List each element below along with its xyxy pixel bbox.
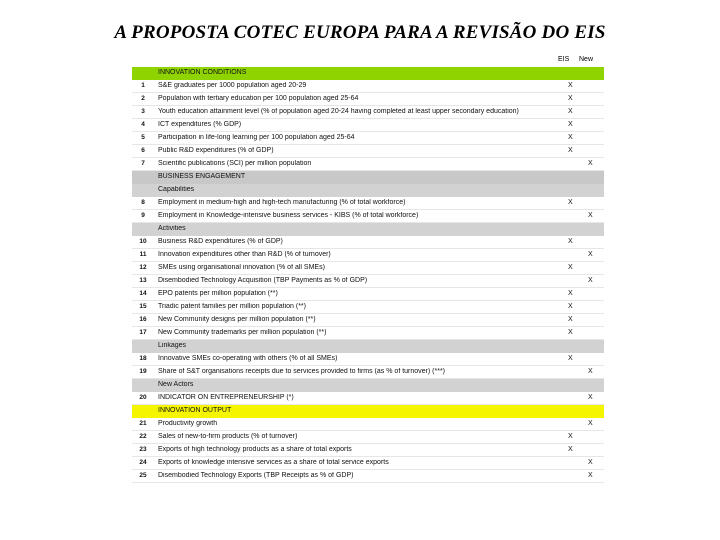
section-header (132, 171, 604, 184)
subsection-label: New Actors (158, 381, 194, 388)
indicator-number: 14 (139, 290, 147, 297)
new-mark: X (588, 394, 593, 401)
indicator-number: 3 (141, 108, 145, 115)
indicator-label: Innovative SMEs co-operating with others (% of all SMEs) (158, 355, 338, 362)
new-mark: X (588, 420, 593, 427)
indicator-number: 5 (141, 134, 145, 141)
indicator-label: Employment in Knowledge-intensive business services - KIBS (% of total workforce) (158, 212, 419, 219)
indicator-number: 7 (141, 160, 145, 167)
indicator-number: 20 (139, 394, 147, 401)
table-row (132, 275, 604, 288)
indicator-label: ICT expenditures (% GDP) (158, 121, 242, 128)
eis-mark: X (568, 329, 573, 336)
indicator-number: 22 (139, 433, 147, 440)
section-label: INNOVATION OUTPUT (158, 407, 232, 414)
table-row (132, 457, 604, 470)
table-row (132, 158, 604, 171)
eis-mark: X (568, 316, 573, 323)
indicator-number: 8 (141, 199, 145, 206)
table-header (132, 53, 604, 67)
subsection-label: Linkages (158, 342, 187, 349)
indicator-number: 2 (141, 95, 145, 102)
new-mark: X (588, 212, 593, 219)
indicator-number: 17 (139, 329, 147, 336)
indicator-number: 13 (139, 277, 147, 284)
subsection-label: Capabilities (158, 186, 195, 193)
eis-mark: X (568, 121, 573, 128)
table-row (132, 106, 604, 119)
table-row (132, 236, 604, 249)
table-row (132, 262, 604, 275)
indicator-label: Productivity growth (158, 420, 218, 427)
eis-mark: X (568, 199, 573, 206)
indicator-label: Youth education attainment level (% of population aged 20-24 having completed at least upper secondary education) (158, 108, 519, 115)
indicator-number: 25 (139, 472, 147, 479)
indicator-label: S&E graduates per 1000 population aged 20-29 (158, 82, 307, 89)
indicator-number: 10 (139, 238, 147, 245)
table-row (132, 431, 604, 444)
eis-mark: X (568, 108, 573, 115)
indicator-number: 23 (139, 446, 147, 453)
new-mark: X (588, 160, 593, 167)
indicator-number: 18 (139, 355, 147, 362)
section-header (132, 405, 604, 418)
indicator-label: Public R&D expenditures (% of GDP) (158, 147, 274, 154)
table-row (132, 353, 604, 366)
subsection-header (132, 340, 604, 353)
table-body (132, 67, 604, 483)
table-row (132, 80, 604, 93)
table-row (132, 301, 604, 314)
eis-mark: X (568, 238, 573, 245)
table-row (132, 366, 604, 379)
eis-mark: X (568, 303, 573, 310)
indicator-number: 24 (139, 459, 147, 466)
indicator-number: 6 (141, 147, 145, 154)
table-row (132, 470, 604, 483)
indicator-label: Participation in life-long learning per 100 population aged 25-64 (158, 134, 355, 141)
eis-mark: X (568, 95, 573, 102)
indicator-label: Innovation expenditures other than R&D (% of turnover) (158, 251, 331, 258)
indicator-label: Exports of high technology products as a share of total exports (158, 446, 352, 453)
table-row (132, 288, 604, 301)
indicator-label: Disembodied Technology Acquisition (TBP Payments as % of GDP) (158, 277, 368, 284)
indicator-number: 21 (139, 420, 147, 427)
table-row (132, 327, 604, 340)
eis-mark: X (568, 446, 573, 453)
indicator-label: New Community designs per million population (**) (158, 316, 316, 323)
table-row (132, 210, 604, 223)
indicator-label: Share of S&T organisations receipts due to services provided to firms (as % of turnover) (***) (158, 368, 445, 375)
indicator-number: 12 (139, 264, 147, 271)
indicator-label: Triadic patent families per million population (**) (158, 303, 306, 310)
indicator-label: New Community trademarks per million population (**) (158, 329, 327, 336)
subsection-header (132, 184, 604, 197)
table-row (132, 197, 604, 210)
indicator-number: 19 (139, 368, 147, 375)
section-label: BUSINESS ENGAGEMENT (158, 173, 246, 180)
eis-mark: X (568, 147, 573, 154)
indicator-label: Business R&D expenditures (% of GDP) (158, 238, 283, 245)
eis-mark: X (568, 134, 573, 141)
eis-mark: X (568, 433, 573, 440)
indicator-label: Scientific publications (SCI) per million population (158, 160, 312, 167)
table-row (132, 418, 604, 431)
table-row (132, 119, 604, 132)
subsection-header (132, 223, 604, 236)
section-label: INNOVATION CONDITIONS (158, 69, 247, 76)
eis-mark: X (568, 264, 573, 271)
indicator-label: Disembodied Technology Exports (TBP Receipts as % of GDP) (158, 472, 354, 479)
table-row (132, 93, 604, 106)
table-row (132, 444, 604, 457)
indicator-number: 11 (139, 251, 147, 258)
table-row (132, 145, 604, 158)
indicator-number: 1 (141, 82, 145, 89)
indicator-number: 16 (139, 316, 147, 323)
column-header-eis: EIS (558, 56, 570, 63)
table-row (132, 392, 604, 405)
eis-mark: X (568, 290, 573, 297)
section-header (132, 67, 604, 80)
new-mark: X (588, 368, 593, 375)
table-row (132, 249, 604, 262)
table-row (132, 314, 604, 327)
indicator-table (132, 53, 604, 483)
indicator-label: SMEs using organisational innovation (% of all SMEs) (158, 264, 325, 271)
new-mark: X (588, 277, 593, 284)
indicator-number: 15 (139, 303, 147, 310)
new-mark: X (588, 459, 593, 466)
new-mark: X (588, 472, 593, 479)
indicator-label: Exports of knowledge intensive services as a share of total service exports (158, 459, 389, 466)
indicator-number: 9 (141, 212, 145, 219)
indicator-label: INDICATOR ON ENTREPRENEURSHIP (*) (158, 394, 294, 401)
page-title: A PROPOSTA COTEC EUROPA PARA A REVISÃO DO EIS (114, 22, 606, 43)
eis-mark: X (568, 82, 573, 89)
indicator-label: Sales of new-to-firm products (% of turnover) (158, 433, 298, 440)
subsection-label: Activities (158, 225, 186, 232)
table-row (132, 132, 604, 145)
indicator-label: Employment in medium-high and high-tech manufacturing (% of total workforce) (158, 199, 406, 206)
column-header-new: New (579, 56, 594, 63)
indicator-label: EPO patents per million population (**) (158, 290, 278, 297)
indicator-label: Population with tertiary education per 100 population aged 25-64 (158, 95, 359, 102)
indicator-number: 4 (141, 121, 145, 128)
eis-mark: X (568, 355, 573, 362)
new-mark: X (588, 251, 593, 258)
subsection-header (132, 379, 604, 392)
